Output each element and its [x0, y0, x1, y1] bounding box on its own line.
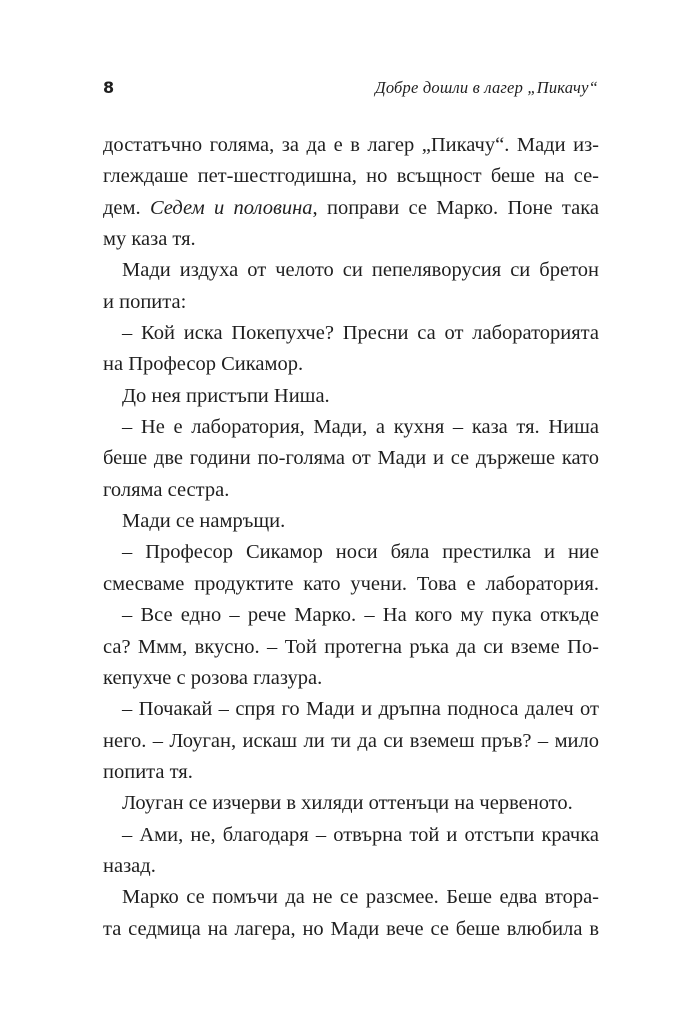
- text-line: голяма сестра.: [103, 478, 230, 501]
- text-line: достатъчно голяма, за да е в лагер „Пикачу“. Мади из-: [103, 134, 599, 156]
- text-line: Лоуган се изчерви в хиляди оттенъци на червеното.: [122, 792, 573, 815]
- text-run: , поправи се Марко. Поне така: [312, 196, 599, 219]
- text-line: беше две години по-голяма от Мади и се държеше като: [103, 447, 599, 470]
- text-line: Мади се намръщи.: [122, 510, 286, 533]
- text-line: него. – Лоуган, искаш ли ти да си вземеш пръв? – мило: [103, 729, 599, 752]
- text-line: назад.: [103, 854, 156, 877]
- italic-text-run: Седем и половина: [149, 196, 313, 219]
- text-line: – Ами, не, благодаря – отвърна той и отстъпи крачка: [122, 823, 599, 846]
- text-line: му каза тя.: [103, 228, 196, 251]
- text-line: кепухче с розова глазура.: [103, 666, 323, 689]
- running-header: [102, 76, 598, 104]
- text-line: – Професор Сикамор носи бяла престилка и ние: [122, 541, 599, 564]
- text-line: на Професор Сикамор.: [103, 353, 304, 376]
- text-line: – Не е лаборатория, Мади, а кухня – каза тя. Ниша: [122, 416, 599, 439]
- text-line: Марко се помъчи да не се разсмее. Беше едва втора-: [122, 886, 599, 909]
- text-line: попита тя.: [103, 760, 193, 783]
- running-title: Добре дошли в лагер „Пикачу“: [375, 78, 598, 97]
- page-number: 8: [103, 78, 115, 97]
- text-line: и попита:: [103, 290, 187, 313]
- text-line: са? Ммм, вкусно. – Той протегна ръка да си вземе По-: [103, 635, 599, 658]
- body-text: [103, 130, 599, 945]
- text-line: смесваме продуктите като учени. Това е лаборатория.: [103, 572, 599, 595]
- text-line: До нея пристъпи Ниша.: [122, 384, 330, 407]
- text-line: – Кой иска Покепухче? Пресни са от лабораторията: [122, 322, 599, 345]
- text-line: та седмица на лагера, но Мади вече се беше влюбила в: [103, 917, 599, 940]
- text-line: – Все едно – рече Марко. – На кого му пука откъде: [122, 604, 599, 627]
- text-run: дем.: [103, 196, 150, 219]
- text-line: [103, 193, 599, 224]
- text-line: – Почакай – спря го Мади и дръпна подноса далеч от: [122, 698, 599, 721]
- text-line: Мади издуха от челото си пепеляворусия си бретон: [122, 259, 599, 282]
- text-line: глеждаше пет-шестгодишна, но всъщност беше на се-: [103, 165, 599, 188]
